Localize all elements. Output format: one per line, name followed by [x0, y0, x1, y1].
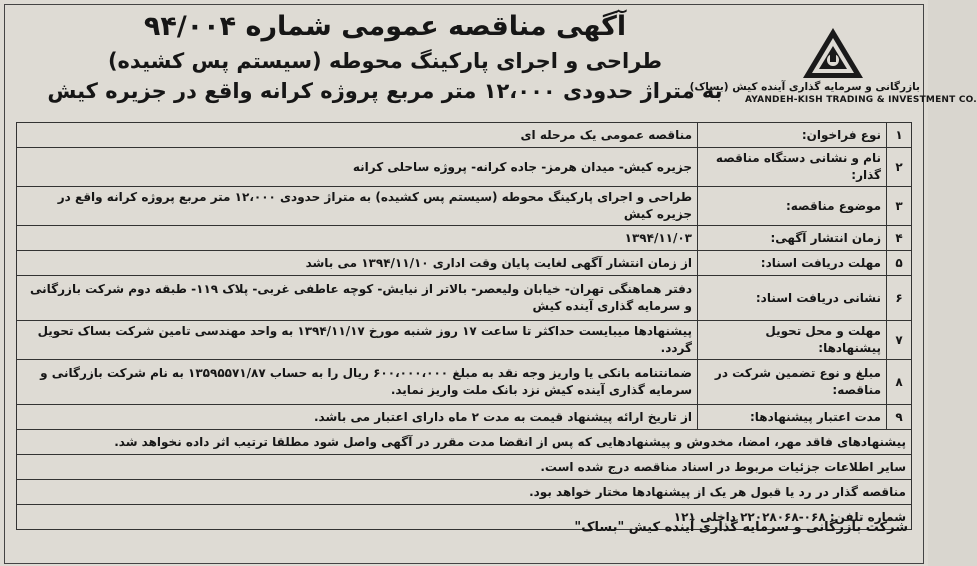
ad-subtitle-1: طراحی و اجرای پارکینگ محوطه (سیستم پس کشیده) — [107, 49, 663, 73]
row-number: ۷ — [887, 321, 912, 360]
table-row — [17, 405, 912, 430]
row-value: از تاریخ ارائه پیشنهاد قیمت به مدت ۲ ماه دارای اعتبار می باشد. — [17, 405, 698, 430]
row-label: مهلت دریافت اسناد: — [698, 251, 887, 276]
table-row — [17, 251, 912, 276]
title-block — [25, 6, 745, 106]
company-block — [689, 26, 977, 106]
note-text: سایر اطلاعات جزئیات مربوط در اسناد مناقصه درج شده است. — [17, 455, 912, 480]
company-name-en: AYANDEH-KISH TRADING & INVESTMENT CO. — [745, 95, 977, 105]
company-logo-icon — [801, 26, 865, 80]
row-value: ضمانتنامه بانکی یا واریز وجه نقد به مبلغ ۶۰۰،۰۰۰،۰۰۰ ریال را به حساب ۱۳۵۹۵۵۷۱/۸۷ به نام شرکت بازرگانی و سرمایه گذاری آینده کیش نزد بانک ملت واریز نماید. — [17, 360, 698, 405]
row-label: مهلت و محل تحویل پیشنهادها: — [698, 321, 887, 360]
row-number: ۹ — [887, 405, 912, 430]
row-value: از زمان انتشار آگهی لغایت پایان وقت اداری ۱۳۹۴/۱۱/۱۰ می باشد — [17, 251, 698, 276]
row-value: ۱۳۹۴/۱۱/۰۳ — [17, 226, 698, 251]
row-number: ۲ — [887, 148, 912, 187]
row-value: مناقصه عمومی یک مرحله ای — [17, 123, 698, 148]
row-value: جزیره کیش- میدان هرمز- جاده کرانه- پروژه ساحلی کرانه — [17, 148, 698, 187]
table-row — [17, 360, 912, 405]
row-label: نشانی دریافت اسناد: — [698, 276, 887, 321]
row-number: ۳ — [887, 187, 912, 226]
ad-subtitle-2: به متراژ حدودی ۱۲،۰۰۰ متر مربع پروژه کرانه واقع در جزیره کیش — [47, 79, 723, 103]
table-row — [17, 123, 912, 148]
row-label: نوع فراخوان: — [698, 123, 887, 148]
note-text: مناقصه گذار در رد یا قبول هر یک از پیشنهادها مختار خواهد بود. — [17, 480, 912, 505]
note-row — [17, 455, 912, 480]
note-row — [17, 480, 912, 505]
ad-title: آگهی مناقصه عمومی شماره ۹۴/۰۰۴ — [143, 11, 627, 42]
company-name-fa: بازرگانی و سرمایه گذاری آینده کیش (بساک) — [689, 81, 920, 93]
row-label: موضوع مناقصه: — [698, 187, 887, 226]
row-number: ۱ — [887, 123, 912, 148]
row-label: مدت اعتبار پیشنهادها: — [698, 405, 887, 430]
row-number: ۸ — [887, 360, 912, 405]
row-value: پیشنهادها میبایست حداکثر تا ساعت ۱۷ روز شنبه مورخ ۱۳۹۴/۱۱/۱۷ به واحد مهندسی تامین شرکت بساک تحویل گردد. — [17, 321, 698, 360]
row-number: ۶ — [887, 276, 912, 321]
table-row — [17, 276, 912, 321]
header — [10, 6, 977, 118]
row-value: طراحی و اجرای پارکینگ محوطه (سیستم پس کشیده) به متراژ حدودی ۱۲،۰۰۰ متر مربع پروژه کرانه واقع در جزیره کیش — [17, 187, 698, 226]
row-label: نام و نشانی دستگاه مناقصه گذار: — [698, 148, 887, 187]
footer-signature: شرکت بازرگانی و سرمایه گذاری آینده کیش "بساک" — [574, 520, 908, 535]
row-number: ۵ — [887, 251, 912, 276]
table-row — [17, 226, 912, 251]
tender-items-table — [16, 122, 912, 530]
row-label: مبلغ و نوع تضمین شرکت در مناقصه: — [698, 360, 887, 405]
row-label: زمان انتشار آگهی: — [698, 226, 887, 251]
table-row — [17, 321, 912, 360]
row-value: دفتر هماهنگی تهران- خیابان ولیعصر- بالاتر از نیایش- کوچه عاطفی غربی- پلاک ۱۱۹- طبقه دوم شرکت بازرگانی و سرمایه گذاری آینده کیش — [17, 276, 698, 321]
row-number: ۴ — [887, 226, 912, 251]
note-row — [17, 430, 912, 455]
phone-number: شماره تلفن: ۰۶۸-۲۲۰۲۸۰۶۸ داخلی ۱۲۱ — [17, 505, 912, 530]
table-row — [17, 148, 912, 187]
table-row — [17, 187, 912, 226]
note-text: پیشنهادهای فاقد مهر، امضا، مخدوش و پیشنهادهایی که پس از انقضا مدت مقرر در آگهی واصل شود مطلقا ترتیب اثر داده نخواهد شد. — [17, 430, 912, 455]
